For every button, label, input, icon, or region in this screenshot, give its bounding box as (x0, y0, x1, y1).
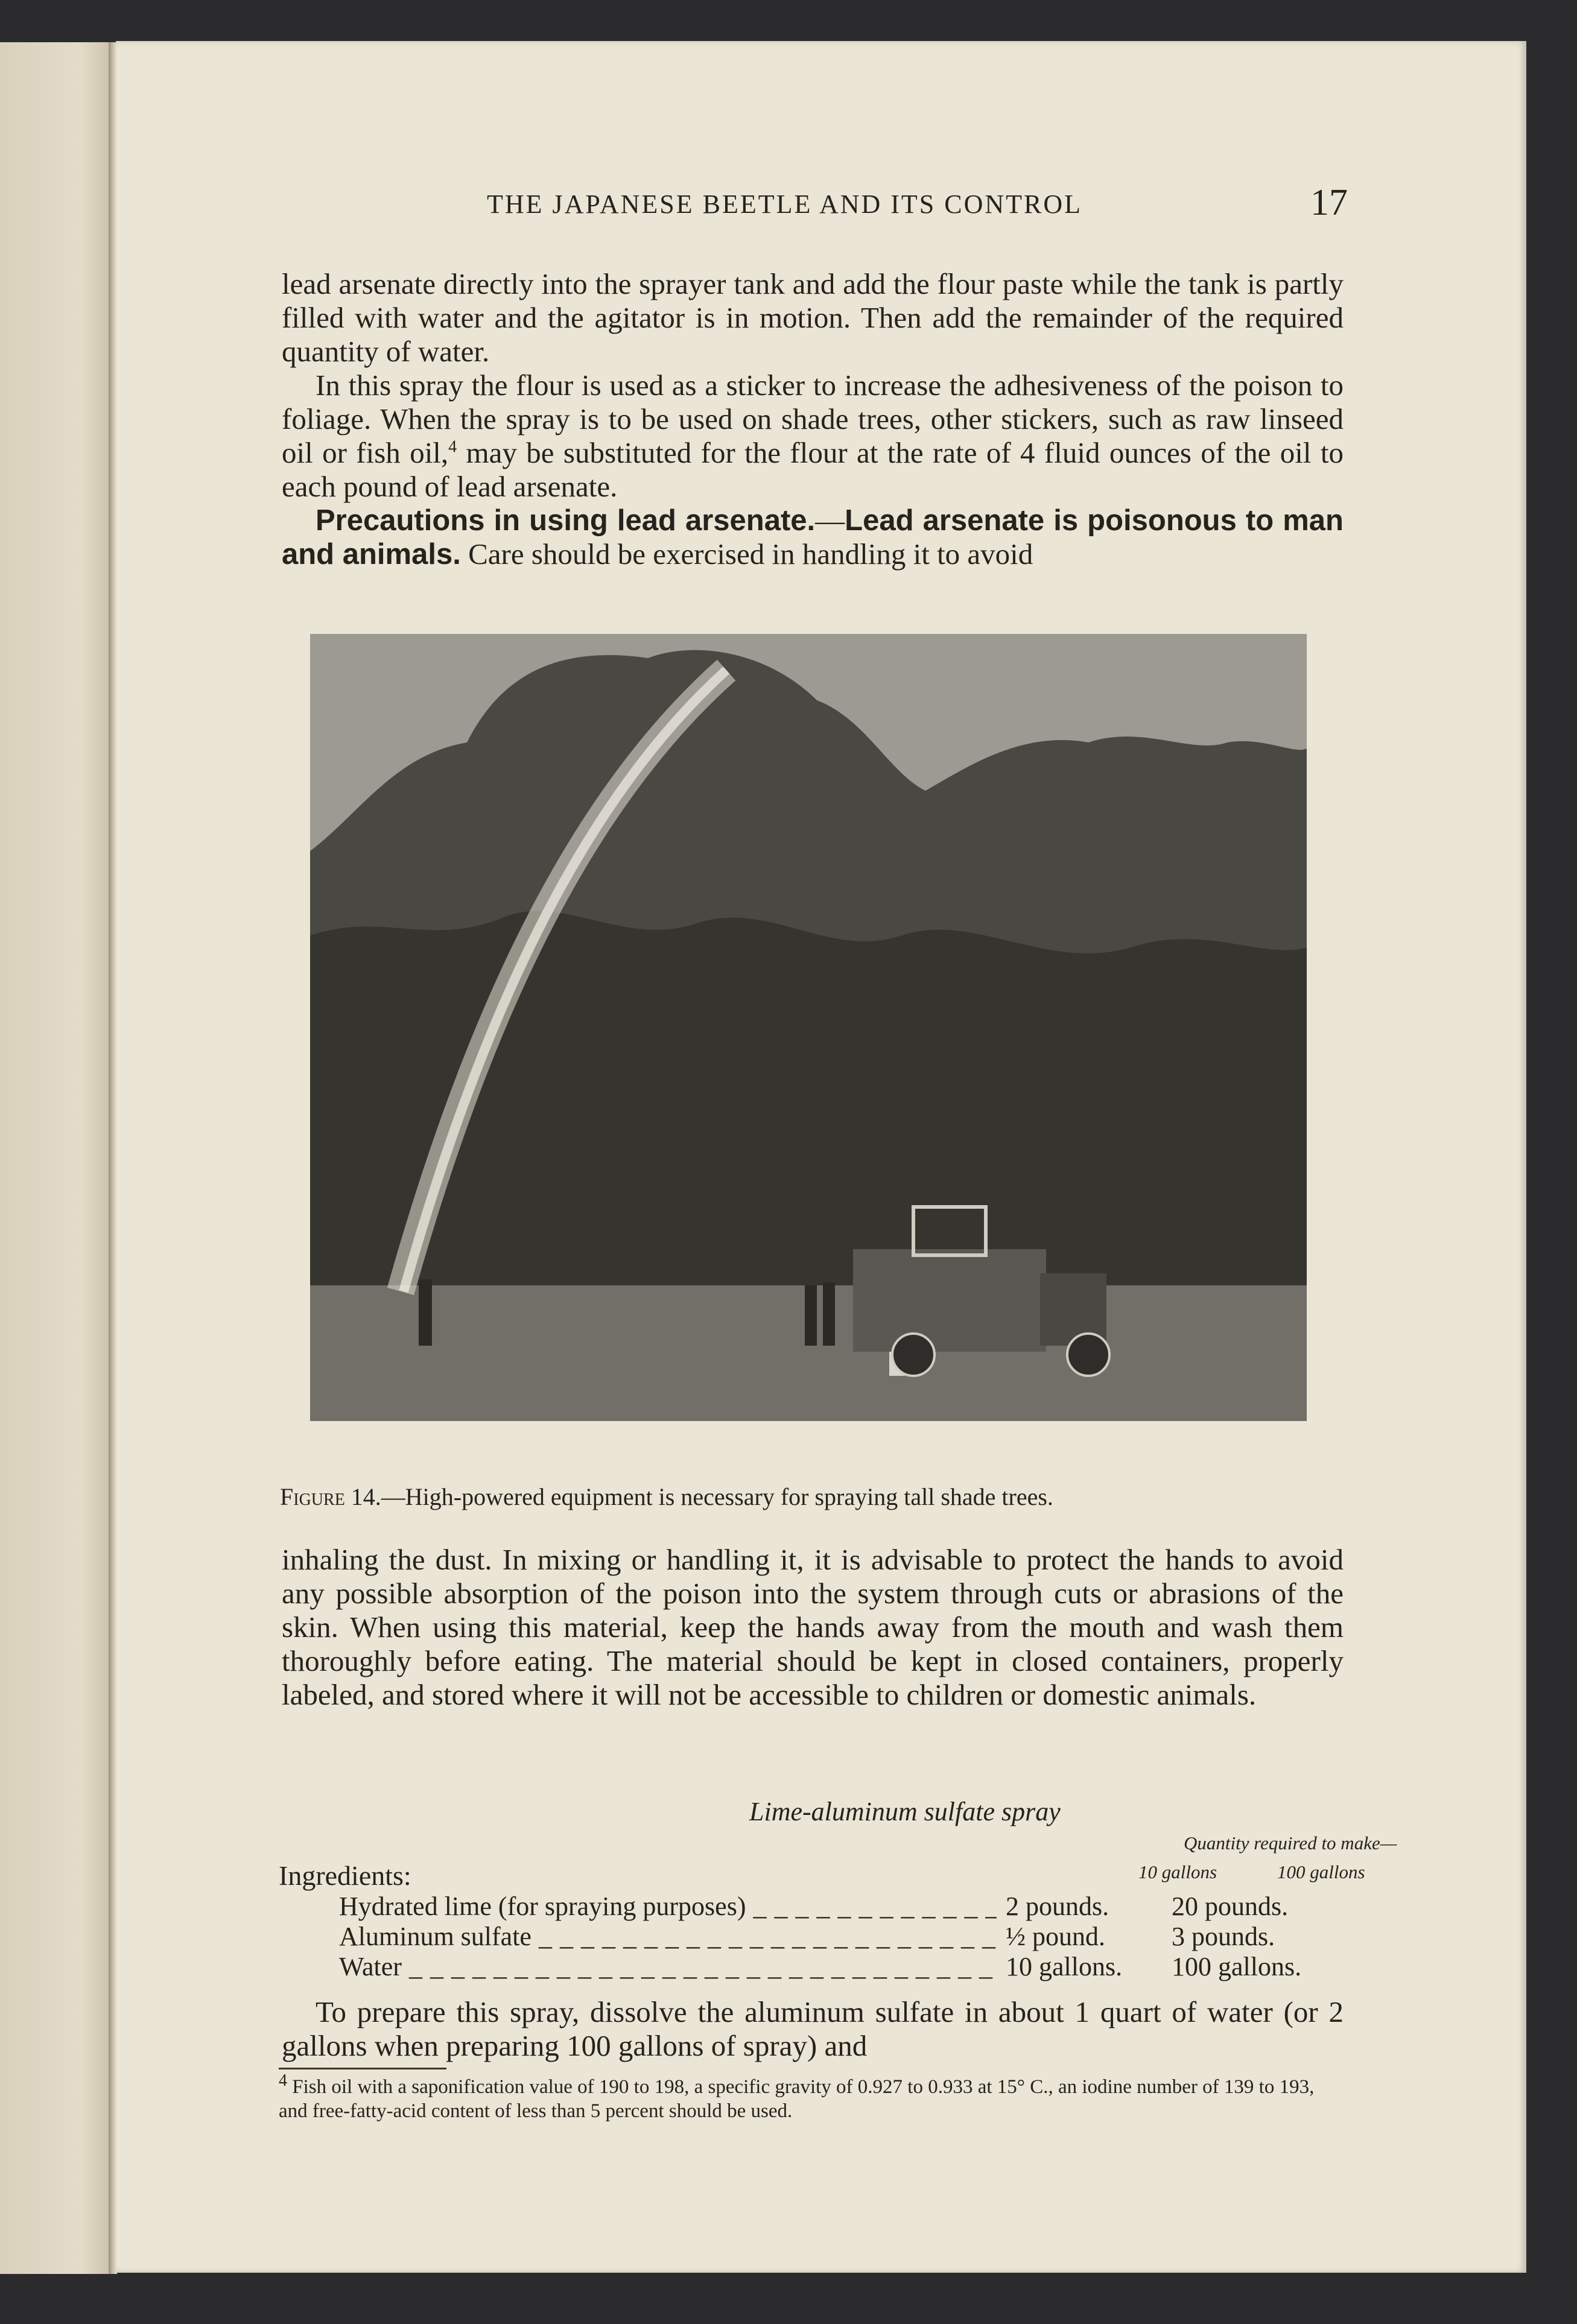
figure-text: —High-powered equipment is necessary for spraying tall shade trees. (381, 1483, 1053, 1510)
stickers-text-a: In this spray the flour is used as a sticker to increase the adhesiveness of the poison to foliage. When the spray is to be used on shade trees, other stickers, such as raw linseed oil or fish oil, (282, 369, 1344, 469)
footnote (279, 2071, 1344, 2123)
paragraph-preparation: To prepare this spray, dissolve the aluminum sulfate in about 1 quart of water (or 2 gallons when preparing 100 gallons of spray) and (282, 1995, 1344, 2062)
quantity-100-gallons: 100 gallons. (1172, 1952, 1302, 1981)
body-text-top (282, 267, 1344, 571)
page-number: 17 (1310, 182, 1348, 223)
footnote-reference: 4 (448, 437, 457, 457)
quantity-100-gallons: 20 pounds. (1172, 1892, 1289, 1921)
table-title: Lime-aluminum sulfate spray (749, 1797, 1061, 1826)
ingredient-name: Water _ _ _ (339, 1951, 997, 1982)
body-text-bottom (282, 1995, 1344, 2063)
column-header-10-gallons: 10 gallons (1138, 1861, 1217, 1882)
ingredient-name: Hydrated lime (for spraying purposes) _ _ _ (339, 1891, 997, 1922)
spray-truck-illustration (310, 634, 1307, 1421)
paragraph-stickers (282, 369, 1344, 504)
figure-person-2 (823, 1282, 835, 1346)
paragraph-handling: inhaling the dust. In mixing or handling it, it is advisable to protect the hands to avoid any possible absorption of the poison into the system through cuts or abrasions of the skin. When using this material, keep the hands away from the mouth and wash them thoroughly before eating. The material should be kept in closed containers, properly labeled, and stored where it will not be accessible to children or domestic animals. (282, 1543, 1344, 1711)
truck-wheel-rear (892, 1334, 934, 1376)
table-row (279, 1951, 1365, 1981)
truck-body (853, 1249, 1046, 1352)
ingredients-label: Ingredients: (279, 1860, 411, 1891)
footnote-rule (279, 2068, 446, 2069)
precautions-heading: Precautions in using lead arsenate. (316, 504, 816, 537)
paragraph-precautions (282, 504, 1344, 571)
quantity-10-gallons: 2 pounds. (1006, 1892, 1109, 1921)
truck-wheel-front (1067, 1334, 1109, 1376)
footnote-text: Fish oil with a saponification value of 190 to 198, a specific gravity of 0.927 to 0.933 at 15° C., an iodine number of 139 to 193, and free-fatty-acid content of less than 5 percent should be used. (279, 2076, 1315, 2122)
quantity-100-gallons: 3 pounds. (1172, 1922, 1275, 1951)
precautions-warning: Lead arsenate is poisonous to man and animals. (282, 504, 1344, 571)
table-row (279, 1891, 1365, 1921)
precautions-dash: — (815, 504, 845, 537)
figure-label: Figure (280, 1483, 345, 1510)
paragraph-mixing: lead arsenate directly into the sprayer tank and add the flour paste while the tank is partly filled with water and the agitator is in motion. Then add the remainder of the required quantity of water. (282, 267, 1344, 368)
quantity-10-gallons: ½ pound. (1006, 1922, 1105, 1951)
quantity-header: Quantity required to make— (1184, 1832, 1397, 1854)
running-head-title: THE JAPANESE BEETLE AND ITS CONTROL (487, 189, 1083, 219)
ingredient-name: Aluminum sulfate _ _ _ (339, 1921, 997, 1952)
quantity-10-gallons: 10 gallons. (1006, 1952, 1123, 1981)
stickers-text-b: may be substituted for the flour at the rate of 4 fluid ounces of the oil to each pound of lead arsenate. (282, 436, 1344, 503)
footnote-marker: 4 (279, 2071, 287, 2090)
figure-photo (310, 634, 1307, 1421)
figure-caption (280, 1483, 1345, 1511)
figure-person-sprayer (419, 1279, 432, 1346)
figure-person-1 (805, 1285, 817, 1346)
column-header-100-gallons: 100 gallons (1277, 1861, 1365, 1882)
body-text-middle (282, 1543, 1344, 1712)
figure-number: 14. (344, 1483, 381, 1510)
book-page (116, 41, 1526, 2273)
facing-page-edge (0, 42, 115, 2274)
table-row (279, 1921, 1365, 1951)
precautions-text: Care should be exercised in handling it to avoid (460, 537, 1033, 571)
